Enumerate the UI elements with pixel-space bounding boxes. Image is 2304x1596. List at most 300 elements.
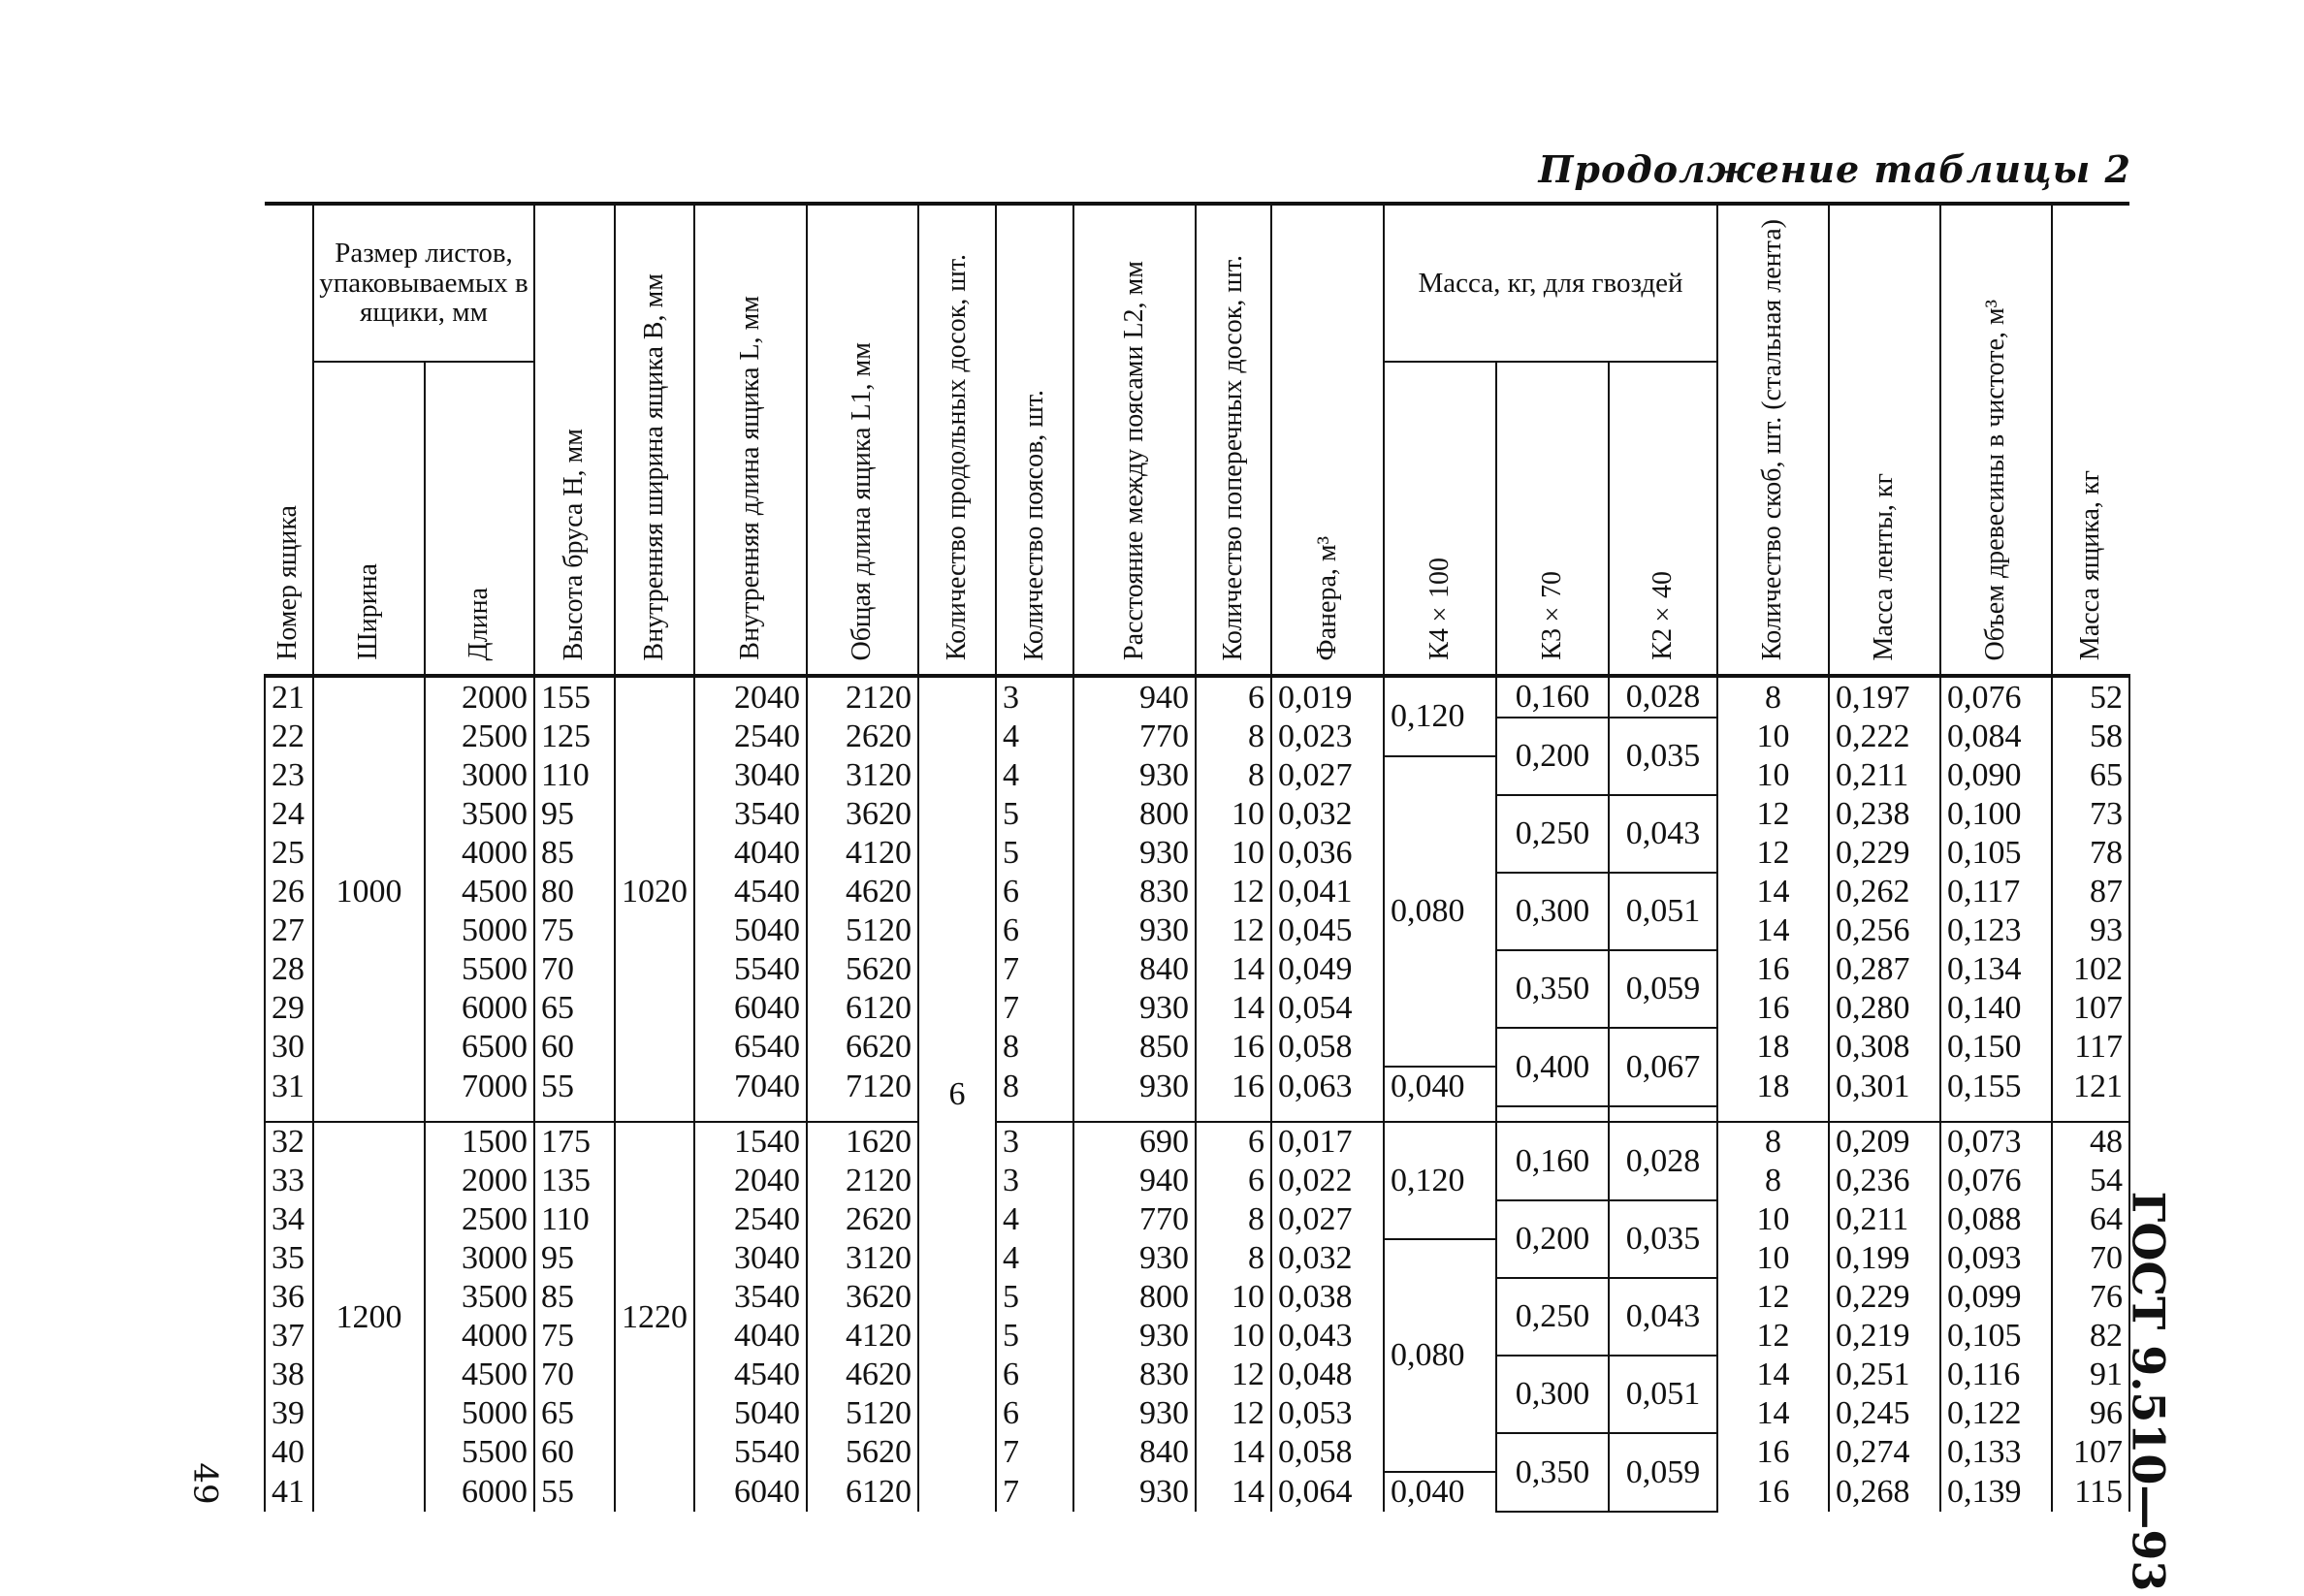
staples-cell: 12 [1717, 834, 1829, 873]
cross-boards-cell: 8 [1196, 1239, 1271, 1278]
col-beam-height: Высота бруса H, мм [534, 204, 615, 676]
nails-k3-cell: 0,350 [1496, 950, 1609, 1028]
cross-boards-cell: 12 [1196, 873, 1271, 911]
tape-mass-cell: 0,268 [1829, 1472, 1940, 1512]
table-row [265, 1239, 2129, 1278]
staples-cell: 16 [1717, 1433, 1829, 1472]
staples-cell: 12 [1717, 1317, 1829, 1356]
belt-distance-cell: 930 [1073, 1394, 1196, 1433]
wood-volume-cell: 0,076 [1940, 676, 2052, 718]
box-mass-cell: 115 [2052, 1472, 2129, 1512]
plywood-cell: 0,027 [1271, 756, 1384, 795]
table-continuation-caption: Продолжение таблицы 2 [1538, 147, 2131, 191]
belts-cell: 6 [996, 1394, 1073, 1433]
box-number-cell: 23 [265, 756, 313, 795]
box-mass-cell: 54 [2052, 1162, 2129, 1200]
wood-volume-cell: 0,099 [1940, 1278, 2052, 1317]
beam-height-cell: 55 [534, 1472, 615, 1512]
total-length-cell: 6620 [807, 1028, 918, 1067]
col-nails-mass: Масса, кг, для гвоздей [1384, 204, 1717, 362]
wood-volume-cell: 0,122 [1940, 1394, 2052, 1433]
table-row [265, 1356, 2129, 1394]
beam-height-cell: 75 [534, 1317, 615, 1356]
wood-volume-cell: 0,139 [1940, 1472, 2052, 1512]
beam-height-cell: 175 [534, 1122, 615, 1162]
beam-height-cell: 55 [534, 1067, 615, 1106]
table-row [265, 911, 2129, 950]
sheet-length-cell: 3000 [425, 1239, 534, 1278]
col-staples: Количество скоб, шт. (стальная лента) [1717, 204, 1829, 676]
inner-length-cell: 1540 [694, 1122, 807, 1162]
col-wood-volume: Объем древесины в чистоте, м³ [1940, 204, 2052, 676]
sheet-length-cell: 5000 [425, 911, 534, 950]
cross-boards-cell: 14 [1196, 1433, 1271, 1472]
group-separator [265, 1106, 2129, 1122]
belts-cell: 7 [996, 950, 1073, 989]
belts-cell: 8 [996, 1028, 1073, 1067]
box-number-cell: 40 [265, 1433, 313, 1472]
belt-distance-cell: 850 [1073, 1028, 1196, 1067]
nails-k3-cell: 0,350 [1496, 1433, 1609, 1512]
inner-length-cell: 2540 [694, 718, 807, 756]
tape-mass-cell: 0,238 [1829, 795, 1940, 834]
belt-distance-cell: 930 [1073, 834, 1196, 873]
sheet-length-cell: 5500 [425, 1433, 534, 1472]
beam-height-cell: 110 [534, 756, 615, 795]
plywood-cell: 0,053 [1271, 1394, 1384, 1433]
total-length-cell: 5620 [807, 1433, 918, 1472]
beam-height-cell: 75 [534, 911, 615, 950]
total-length-cell: 3620 [807, 1278, 918, 1317]
box-number-cell: 24 [265, 795, 313, 834]
sheet-length-cell: 6000 [425, 989, 534, 1028]
col-plywood: Фанера, м³ [1271, 204, 1384, 676]
sheet-length-cell: 4500 [425, 873, 534, 911]
staples-cell: 14 [1717, 1356, 1829, 1394]
plywood-cell: 0,058 [1271, 1028, 1384, 1067]
total-length-cell: 5120 [807, 911, 918, 950]
cross-boards-cell: 8 [1196, 756, 1271, 795]
belts-cell: 5 [996, 834, 1073, 873]
box-number-cell: 37 [265, 1317, 313, 1356]
box-mass-cell: 82 [2052, 1317, 2129, 1356]
table-row [265, 718, 2129, 756]
inner-length-cell: 3540 [694, 795, 807, 834]
tape-mass-cell: 0,222 [1829, 718, 1940, 756]
inner-length-cell: 4540 [694, 873, 807, 911]
beam-height-cell: 70 [534, 1356, 615, 1394]
nails-k4-cell: 0,120 [1384, 1122, 1496, 1239]
nails-k3-cell: 0,250 [1496, 1278, 1609, 1356]
inner-width-cell: 1220 [615, 1122, 694, 1512]
beam-height-cell: 125 [534, 718, 615, 756]
belts-cell: 3 [996, 1162, 1073, 1200]
cross-boards-cell: 10 [1196, 1278, 1271, 1317]
tape-mass-cell: 0,308 [1829, 1028, 1940, 1067]
total-length-cell: 4620 [807, 873, 918, 911]
col-nails-k4: К4×100 [1384, 362, 1496, 676]
wood-volume-cell: 0,123 [1940, 911, 2052, 950]
box-number-cell: 32 [265, 1122, 313, 1162]
sheet-width-cell: 1000 [313, 676, 425, 1106]
inner-length-cell: 5040 [694, 911, 807, 950]
table-row [265, 834, 2129, 873]
col-long-boards: Количество продольных досок, шт. [918, 204, 996, 676]
inner-length-cell: 5540 [694, 950, 807, 989]
belt-distance-cell: 930 [1073, 1472, 1196, 1512]
belt-distance-cell: 930 [1073, 1067, 1196, 1106]
cross-boards-cell: 14 [1196, 950, 1271, 989]
beam-height-cell: 110 [534, 1200, 615, 1239]
page-number: 49 [185, 1462, 225, 1505]
belts-cell: 5 [996, 795, 1073, 834]
table-row [265, 795, 2129, 834]
cross-boards-cell: 10 [1196, 795, 1271, 834]
belts-cell: 7 [996, 989, 1073, 1028]
total-length-cell: 2620 [807, 1200, 918, 1239]
col-total-length: Общая длина ящика L1, мм [807, 204, 918, 676]
box-mass-cell: 65 [2052, 756, 2129, 795]
plywood-cell: 0,064 [1271, 1472, 1384, 1512]
box-mass-cell: 121 [2052, 1067, 2129, 1106]
wood-volume-cell: 0,088 [1940, 1200, 2052, 1239]
box-number-cell: 22 [265, 718, 313, 756]
box-number-cell: 33 [265, 1162, 313, 1200]
nails-k3-cell: 0,300 [1496, 1356, 1609, 1433]
staples-cell: 18 [1717, 1028, 1829, 1067]
belt-distance-cell: 940 [1073, 676, 1196, 718]
sheet-length-cell: 5000 [425, 1394, 534, 1433]
nails-k3-cell: 0,200 [1496, 1200, 1609, 1278]
plywood-cell: 0,027 [1271, 1200, 1384, 1239]
belt-distance-cell: 830 [1073, 1356, 1196, 1394]
plywood-cell: 0,045 [1271, 911, 1384, 950]
beam-height-cell: 95 [534, 1239, 615, 1278]
box-number-cell: 30 [265, 1028, 313, 1067]
box-dimensions-table [264, 202, 2130, 1513]
box-mass-cell: 96 [2052, 1394, 2129, 1433]
sheet-width-cell: 1200 [313, 1122, 425, 1512]
sheet-length-cell: 3000 [425, 756, 534, 795]
box-number-cell: 36 [265, 1278, 313, 1317]
col-box-number: Номер ящика [265, 204, 313, 676]
inner-length-cell: 2040 [694, 676, 807, 718]
total-length-cell: 2120 [807, 676, 918, 718]
tape-mass-cell: 0,280 [1829, 989, 1940, 1028]
inner-length-cell: 6040 [694, 989, 807, 1028]
belts-cell: 4 [996, 756, 1073, 795]
cross-boards-cell: 6 [1196, 1162, 1271, 1200]
table-row [265, 1317, 2129, 1356]
box-mass-cell: 102 [2052, 950, 2129, 989]
total-length-cell: 3120 [807, 1239, 918, 1278]
belt-distance-cell: 930 [1073, 911, 1196, 950]
staples-cell: 10 [1717, 718, 1829, 756]
belt-distance-cell: 930 [1073, 756, 1196, 795]
cross-boards-cell: 12 [1196, 1356, 1271, 1394]
nails-k2-cell: 0,051 [1609, 873, 1717, 950]
col-inner-width: Внутренняя ширина ящика B, мм [615, 204, 694, 676]
col-sheet-length: Длина [425, 362, 534, 676]
total-length-cell: 2620 [807, 718, 918, 756]
belt-distance-cell: 930 [1073, 1239, 1196, 1278]
plywood-cell: 0,058 [1271, 1433, 1384, 1472]
box-mass-cell: 87 [2052, 873, 2129, 911]
table-row [265, 1472, 2129, 1512]
beam-height-cell: 80 [534, 873, 615, 911]
beam-height-cell: 65 [534, 1394, 615, 1433]
inner-length-cell: 4040 [694, 1317, 807, 1356]
inner-length-cell: 5040 [694, 1394, 807, 1433]
box-number-cell: 21 [265, 676, 313, 718]
cross-boards-cell: 8 [1196, 718, 1271, 756]
total-length-cell: 6120 [807, 989, 918, 1028]
box-mass-cell: 107 [2052, 989, 2129, 1028]
total-length-cell: 3620 [807, 795, 918, 834]
wood-volume-cell: 0,090 [1940, 756, 2052, 795]
plywood-cell: 0,032 [1271, 1239, 1384, 1278]
col-belts: Количество поясов, шт. [996, 204, 1073, 676]
wood-volume-cell: 0,076 [1940, 1162, 2052, 1200]
col-cross-boards: Количество поперечных досок, шт. [1196, 204, 1271, 676]
plywood-cell: 0,019 [1271, 676, 1384, 718]
plywood-cell: 0,063 [1271, 1067, 1384, 1106]
cross-boards-cell: 6 [1196, 1122, 1271, 1162]
nails-k2-cell: 0,035 [1609, 1200, 1717, 1278]
cross-boards-cell: 14 [1196, 1472, 1271, 1512]
wood-volume-cell: 0,133 [1940, 1433, 2052, 1472]
sheet-length-cell: 1500 [425, 1122, 534, 1162]
belt-distance-cell: 930 [1073, 989, 1196, 1028]
nails-k2-cell: 0,059 [1609, 1433, 1717, 1512]
tape-mass-cell: 0,251 [1829, 1356, 1940, 1394]
col-inner-length: Внутренняя длина ящика L, мм [694, 204, 807, 676]
nails-k2-cell: 0,028 [1609, 676, 1717, 718]
sheet-length-cell: 4500 [425, 1356, 534, 1394]
wood-volume-cell: 0,150 [1940, 1028, 2052, 1067]
box-number-cell: 25 [265, 834, 313, 873]
wood-volume-cell: 0,116 [1940, 1356, 2052, 1394]
belt-distance-cell: 840 [1073, 950, 1196, 989]
nails-k2-cell: 0,028 [1609, 1122, 1717, 1200]
col-sheet-size: Размер листов, упаковываемых в ящики, мм [313, 204, 534, 362]
total-length-cell: 7120 [807, 1067, 918, 1106]
beam-height-cell: 85 [534, 1278, 615, 1317]
plywood-cell: 0,023 [1271, 718, 1384, 756]
tape-mass-cell: 0,199 [1829, 1239, 1940, 1278]
box-mass-cell: 70 [2052, 1239, 2129, 1278]
beam-height-cell: 70 [534, 950, 615, 989]
box-number-cell: 27 [265, 911, 313, 950]
belts-cell: 7 [996, 1472, 1073, 1512]
cross-boards-cell: 10 [1196, 834, 1271, 873]
staples-cell: 12 [1717, 795, 1829, 834]
inner-length-cell: 5540 [694, 1433, 807, 1472]
sheet-length-cell: 6500 [425, 1028, 534, 1067]
box-mass-cell: 117 [2052, 1028, 2129, 1067]
table-row [265, 756, 2129, 795]
col-sheet-width: Ширина [313, 362, 425, 676]
staples-cell: 16 [1717, 989, 1829, 1028]
belts-cell: 5 [996, 1278, 1073, 1317]
tape-mass-cell: 0,211 [1829, 1200, 1940, 1239]
inner-length-cell: 3540 [694, 1278, 807, 1317]
plywood-cell: 0,054 [1271, 989, 1384, 1028]
belts-cell: 3 [996, 676, 1073, 718]
wood-volume-cell: 0,134 [1940, 950, 2052, 989]
cross-boards-cell: 12 [1196, 1394, 1271, 1433]
box-mass-cell: 73 [2052, 795, 2129, 834]
wood-volume-cell: 0,140 [1940, 989, 2052, 1028]
beam-height-cell: 155 [534, 676, 615, 718]
standard-designation: ГОСТ 9.510—93 [2122, 1191, 2175, 1592]
box-number-cell: 34 [265, 1200, 313, 1239]
wood-volume-cell: 0,100 [1940, 795, 2052, 834]
belt-distance-cell: 770 [1073, 718, 1196, 756]
table-row [265, 676, 2129, 718]
cross-boards-cell: 16 [1196, 1067, 1271, 1106]
nails-k4-cell: 0,040 [1384, 1472, 1496, 1512]
total-length-cell: 6120 [807, 1472, 918, 1512]
staples-cell: 16 [1717, 1472, 1829, 1512]
box-mass-cell: 48 [2052, 1122, 2129, 1162]
table-row [265, 1162, 2129, 1200]
table-row [265, 950, 2129, 989]
nails-k2-cell: 0,051 [1609, 1356, 1717, 1433]
tape-mass-cell: 0,209 [1829, 1122, 1940, 1162]
wood-volume-cell: 0,117 [1940, 873, 2052, 911]
inner-length-cell: 3040 [694, 1239, 807, 1278]
total-length-cell: 3120 [807, 756, 918, 795]
sheet-length-cell: 2000 [425, 1162, 534, 1200]
cross-boards-cell: 16 [1196, 1028, 1271, 1067]
cross-boards-cell: 14 [1196, 989, 1271, 1028]
nails-k2-cell: 0,059 [1609, 950, 1717, 1028]
table-row [265, 1200, 2129, 1239]
staples-cell: 8 [1717, 1162, 1829, 1200]
plywood-cell: 0,017 [1271, 1122, 1384, 1162]
tape-mass-cell: 0,287 [1829, 950, 1940, 989]
tape-mass-cell: 0,274 [1829, 1433, 1940, 1472]
box-mass-cell: 76 [2052, 1278, 2129, 1317]
belts-cell: 6 [996, 873, 1073, 911]
staples-cell: 8 [1717, 1122, 1829, 1162]
total-length-cell: 2120 [807, 1162, 918, 1200]
wood-volume-cell: 0,105 [1940, 834, 2052, 873]
tape-mass-cell: 0,229 [1829, 834, 1940, 873]
box-mass-cell: 52 [2052, 676, 2129, 718]
nails-k4-cell: 0,040 [1384, 1067, 1496, 1106]
box-mass-cell: 78 [2052, 834, 2129, 873]
col-box-mass: Масса ящика, кг [2052, 204, 2129, 676]
wood-volume-cell: 0,093 [1940, 1239, 2052, 1278]
box-mass-cell: 64 [2052, 1200, 2129, 1239]
sheet-length-cell: 2000 [425, 676, 534, 718]
tape-mass-cell: 0,245 [1829, 1394, 1940, 1433]
staples-cell: 16 [1717, 950, 1829, 989]
tape-mass-cell: 0,197 [1829, 676, 1940, 718]
belts-cell: 8 [996, 1067, 1073, 1106]
box-number-cell: 38 [265, 1356, 313, 1394]
col-nails-k2: К2×40 [1609, 362, 1717, 676]
inner-length-cell: 2040 [694, 1162, 807, 1200]
belts-cell: 4 [996, 1200, 1073, 1239]
box-number-cell: 39 [265, 1394, 313, 1433]
belt-distance-cell: 830 [1073, 873, 1196, 911]
total-length-cell: 5120 [807, 1394, 918, 1433]
table-row [265, 1028, 2129, 1067]
col-belt-distance: Расстояние между поясами L2, мм [1073, 204, 1196, 676]
col-nails-k3: К3×70 [1496, 362, 1609, 676]
sheet-length-cell: 4000 [425, 834, 534, 873]
staples-cell: 12 [1717, 1278, 1829, 1317]
sheet-length-cell: 4000 [425, 1317, 534, 1356]
belt-distance-cell: 940 [1073, 1162, 1196, 1200]
inner-length-cell: 4040 [694, 834, 807, 873]
table-row [265, 1122, 2129, 1162]
nails-k3-cell: 0,160 [1496, 1122, 1609, 1200]
total-length-cell: 4120 [807, 1317, 918, 1356]
belt-distance-cell: 800 [1073, 795, 1196, 834]
sheet-length-cell: 6000 [425, 1472, 534, 1512]
table-row [265, 873, 2129, 911]
nails-k3-cell: 0,400 [1496, 1028, 1609, 1106]
sheet-length-cell: 5500 [425, 950, 534, 989]
total-length-cell: 4620 [807, 1356, 918, 1394]
nails-k3-cell: 0,300 [1496, 873, 1609, 950]
wood-volume-cell: 0,073 [1940, 1122, 2052, 1162]
box-number-cell: 29 [265, 989, 313, 1028]
box-mass-cell: 91 [2052, 1356, 2129, 1394]
inner-length-cell: 7040 [694, 1067, 807, 1106]
sheet-length-cell: 3500 [425, 795, 534, 834]
inner-length-cell: 2540 [694, 1200, 807, 1239]
belt-distance-cell: 930 [1073, 1317, 1196, 1356]
nails-k4-cell: 0,120 [1384, 676, 1496, 756]
nails-k3-cell: 0,200 [1496, 718, 1609, 795]
cross-boards-cell: 12 [1196, 911, 1271, 950]
box-mass-cell: 93 [2052, 911, 2129, 950]
nails-k2-cell: 0,043 [1609, 795, 1717, 873]
nails-k2-cell: 0,035 [1609, 718, 1717, 795]
inner-length-cell: 6540 [694, 1028, 807, 1067]
wood-volume-cell: 0,105 [1940, 1317, 2052, 1356]
plywood-cell: 0,032 [1271, 795, 1384, 834]
belts-cell: 5 [996, 1317, 1073, 1356]
box-number-cell: 41 [265, 1472, 313, 1512]
staples-cell: 14 [1717, 873, 1829, 911]
wood-volume-cell: 0,084 [1940, 718, 2052, 756]
belts-cell: 4 [996, 1239, 1073, 1278]
staples-cell: 10 [1717, 1239, 1829, 1278]
belts-cell: 3 [996, 1122, 1073, 1162]
table-row [265, 989, 2129, 1028]
box-number-cell: 35 [265, 1239, 313, 1278]
nails-k4-cell: 0,080 [1384, 1239, 1496, 1472]
box-number-cell: 26 [265, 873, 313, 911]
belt-distance-cell: 770 [1073, 1200, 1196, 1239]
sheet-length-cell: 2500 [425, 718, 534, 756]
plywood-cell: 0,041 [1271, 873, 1384, 911]
plywood-cell: 0,038 [1271, 1278, 1384, 1317]
nails-k2-cell: 0,067 [1609, 1028, 1717, 1106]
plywood-cell: 0,022 [1271, 1162, 1384, 1200]
nails-k3-cell: 0,160 [1496, 676, 1609, 718]
box-number-cell: 28 [265, 950, 313, 989]
plywood-cell: 0,036 [1271, 834, 1384, 873]
tape-mass-cell: 0,236 [1829, 1162, 1940, 1200]
sheet-length-cell: 7000 [425, 1067, 534, 1106]
